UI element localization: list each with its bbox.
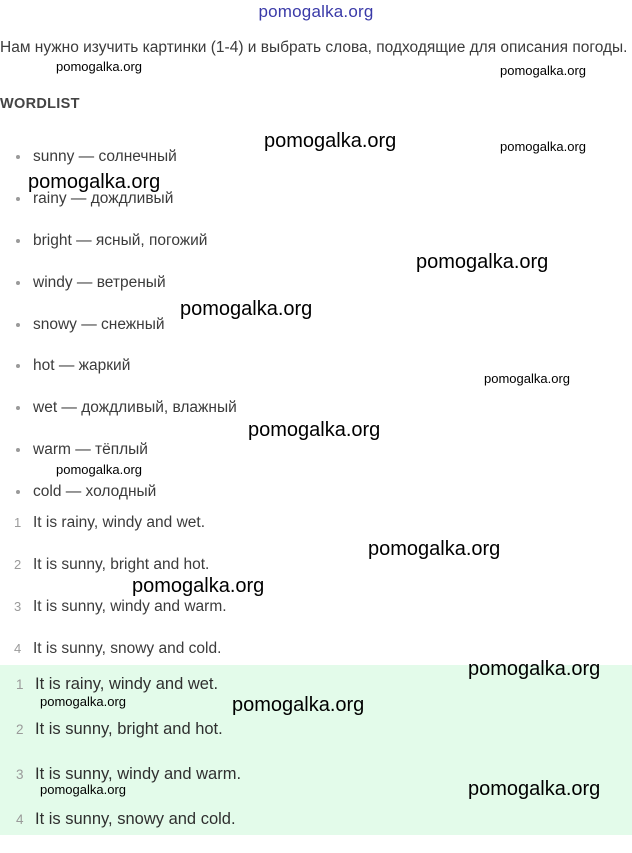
bullet-icon (16, 239, 20, 243)
highlighted-answer-item (0, 718, 241, 763)
bullet-icon (16, 323, 20, 327)
bullet-icon (16, 197, 20, 201)
watermark: pomogalka.org (248, 419, 381, 441)
answer-text: It is sunny, snowy and cold. (33, 640, 222, 657)
watermark: pomogalka.org (500, 63, 586, 78)
watermark: pomogalka.org (28, 171, 161, 193)
wordlist-heading: WORDLIST (0, 96, 80, 112)
answer-item (0, 597, 227, 639)
watermark: pomogalka.org (500, 139, 586, 154)
answer-text: It is rainy, windy and wet. (35, 675, 219, 693)
answer-number: 4 (14, 641, 22, 656)
bullet-icon (16, 364, 20, 368)
wordlist-item-text: wet — дождливый, влажный (33, 399, 237, 417)
wordlist-item-text: sunny — солнечный (33, 148, 177, 165)
bullet-icon (16, 490, 20, 494)
watermark: pomogalka.org (180, 298, 313, 320)
watermark: pomogalka.org (40, 782, 126, 797)
highlighted-answer-item (0, 808, 241, 853)
answer-number: 4 (16, 812, 24, 827)
wordlist-item (0, 231, 237, 273)
intro-text: Нам нужно изучить картинки (1-4) и выбрать слова, подходящие для описания погоды. (0, 39, 628, 56)
watermark: pomogalka.org (40, 694, 126, 709)
wordlist-item-text: snowy — снежный (33, 315, 165, 333)
watermark: pomogalka.org (232, 694, 365, 716)
watermark: pomogalka.org (468, 658, 601, 680)
answer-item (0, 513, 227, 555)
answer-text: It is rainy, windy and wet. (33, 514, 206, 531)
answer-number: 1 (16, 677, 24, 692)
answer-number: 2 (14, 557, 22, 572)
answer-text: It is sunny, bright and hot. (35, 720, 223, 738)
watermark: pomogalka.org (484, 371, 570, 386)
wordlist-item-text: windy — ветреный (33, 273, 166, 291)
wordlist-item-text: bright — ясный, погожий (33, 231, 208, 249)
bullet-icon (16, 406, 20, 410)
answer-text: It is sunny, snowy and cold. (35, 810, 236, 828)
answer-number: 3 (16, 767, 24, 782)
wordlist-item-text: rainy — дождливый (33, 189, 174, 207)
wordlist-item (0, 189, 237, 231)
wordlist-item-text: hot — жаркий (33, 357, 131, 375)
highlighted-answer-box (0, 665, 632, 835)
watermark: pomogalka.org (368, 538, 501, 560)
site-header-link[interactable]: pomogalka.org (258, 2, 374, 21)
wordlist-item (0, 398, 237, 440)
wordlist-item-text: cold — холодный (33, 483, 157, 501)
wordlist-item-text: warm — тёплый (33, 441, 148, 459)
watermark: pomogalka.org (132, 575, 265, 597)
answer-text: It is sunny, bright and hot. (33, 556, 210, 573)
watermark: pomogalka.org (56, 462, 142, 477)
watermark: pomogalka.org (264, 130, 397, 152)
bullet-icon (16, 155, 20, 159)
wordlist-item (0, 356, 237, 398)
watermark: pomogalka.org (416, 251, 549, 273)
answer-number: 1 (14, 515, 22, 530)
answer-number: 3 (14, 599, 22, 614)
watermark: pomogalka.org (56, 59, 142, 74)
watermark: pomogalka.org (468, 778, 601, 800)
answer-number: 2 (16, 722, 24, 737)
bullet-icon (16, 448, 20, 452)
bullet-icon (16, 281, 20, 285)
answer-text: It is sunny, windy and warm. (35, 765, 242, 783)
answer-text: It is sunny, windy and warm. (33, 598, 227, 615)
